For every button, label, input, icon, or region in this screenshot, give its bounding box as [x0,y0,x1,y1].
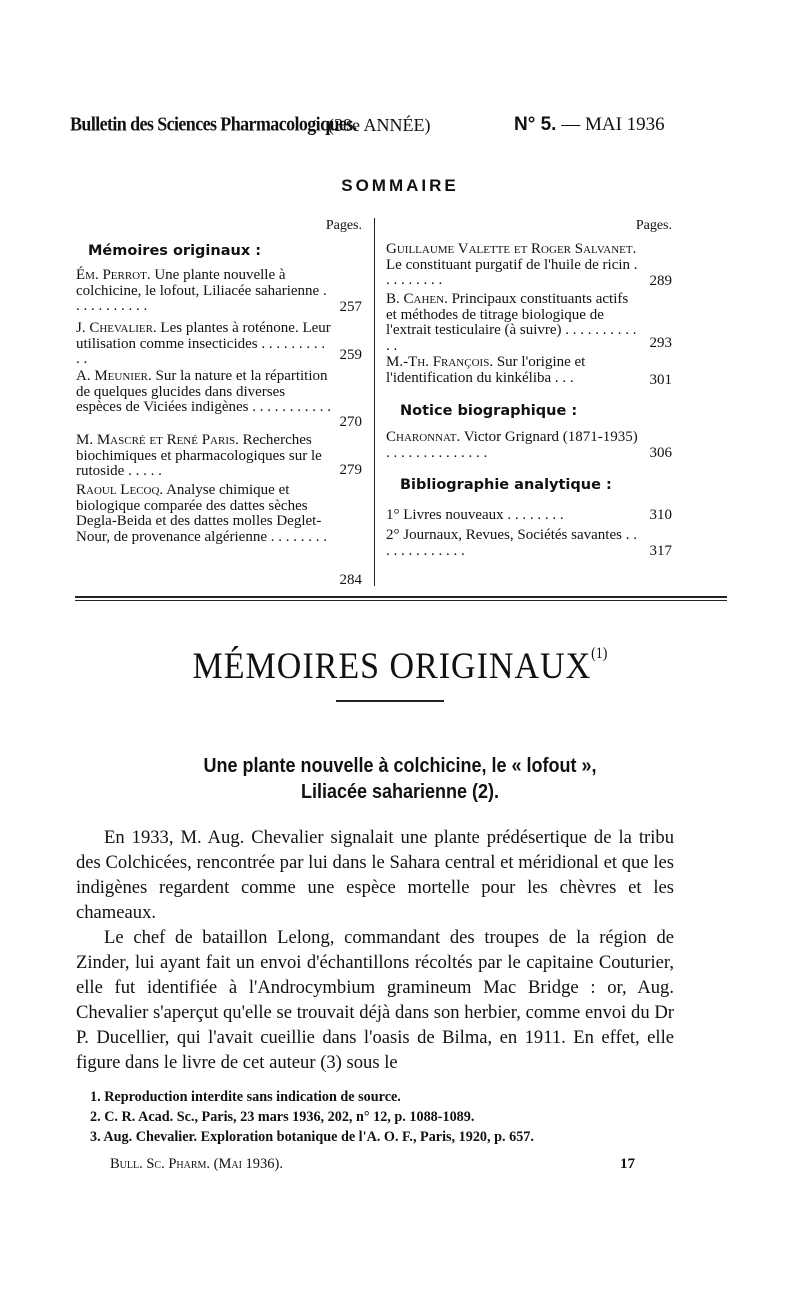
separator-rule [75,600,727,601]
toc-author: M.-Th. François [386,354,490,370]
toc-text: . Sur l'origine et l'identification du kinkéliba . . . [386,354,586,386]
issue-date [514,114,665,136]
paragraph: Le chef de bataillon Lelong, commandant des troupes de la région de Zinder, lui ayant fait un envoi d'échantillons récoltés par le capitaine Couturier, elle fut identifiée à l'Androcymbium gramineum Mac Bridge : or, Aug. Chevalier s'aperçut qu'elle se trouvait déjà dans son herbier, comme envoi du Dr P. Ducellier, qui l'avait cueillie dans l'oasis de Bilma, en 1911. En effet, elle figure dans le livre de cet auteur (3) sous le [76,927,674,1073]
toc-page: 310 [649,507,672,523]
toc-author: Guillaume Valette et Roger Salvanet [386,241,633,257]
footnote: 2. C. R. Acad. Sc., Paris, 23 mars 1936, 202, n° 12, p. 1088-1089. [90,1109,475,1125]
toc-page: 259 [339,347,362,363]
article-body [76,825,674,1075]
toc-entry[interactable] [386,292,638,354]
toc-author: J. Chevalier [76,320,153,336]
toc-text: . Les plantes à roténone. Leur utilisation comme insecticides . . . . . . . . . . . [76,320,331,368]
main-title-footnote-ref: (1) [591,646,608,663]
toc-page: 301 [649,372,672,388]
toc-author: Ém. Perrot [76,267,147,283]
sommaire-heading: SOMMAIRE [341,176,459,195]
toc-page: 284 [339,572,362,588]
toc-page: 270 [339,414,362,430]
toc-text: . Principaux constituants actifs et méthodes de titrage biologique de l'extrait testiculaire (à suivre) . . . . . . . . . . . . [386,291,637,354]
toc-text: 2° Journaux, Revues, Sociétés savantes . . . . . . . . . . . . . [386,527,637,559]
toc-page: 289 [649,273,672,289]
article-title-line2: Liliacée saharienne (2). [300,781,500,803]
toc-author: M. Mascré et René Paris [76,432,236,448]
toc-text: . Analyse chimique et biologique comparée des dattes sèches Degla-Beida et des dattes molles Deglet-Nour, de provenance algérienne . . . . . . . . [76,482,327,545]
toc-entry[interactable] [386,528,638,559]
section-notice: Notice biographique : [400,403,578,419]
main-title [0,646,800,688]
toc-page: 279 [339,462,362,478]
toc-author: Charonnat [386,429,457,445]
toc-page: 306 [649,445,672,461]
toc-entry[interactable] [386,355,638,386]
toc-page: 257 [339,299,362,315]
pages-label-right: Pages. [635,218,672,233]
toc-text: 1° Livres nouveaux . . . . . . . . [386,507,564,523]
toc-page: 317 [649,543,672,559]
footnote: 3. Aug. Chevalier. Exploration botanique de l'A. O. F., Paris, 1920, p. 657. [90,1129,534,1145]
column-divider [374,218,375,586]
toc-entry[interactable] [76,321,332,368]
toc-entry[interactable] [76,369,332,416]
pages-label-left: Pages. [325,218,362,233]
page-number: 17 [620,1156,635,1172]
article-title-line1: Une plante nouvelle à colchicine, le « lofout », [203,755,597,777]
section-bibliographie: Bibliographie analytique : [400,477,612,493]
toc-text: . Une plante nouvelle à colchicine, le lofout, Liliacée saharienne . . . . . . . . . . . [76,267,327,315]
toc-entry[interactable] [76,268,332,315]
issue-number: N° 5. [514,114,557,135]
section-memoires: Mémoires originaux : [88,243,262,259]
title-underline [336,700,444,702]
toc-entry[interactable] [76,483,332,545]
toc-page: 293 [649,335,672,351]
toc-entry[interactable] [386,430,638,461]
footnote: 1. Reproduction interdite sans indication de source. [90,1089,401,1105]
footer-citation: Bull. Sc. Pharm. (Mai 1936). [110,1156,284,1172]
journal-year: (38e ANNÉE) [328,115,431,135]
toc-text: . Le constituant purgatif de l'huile de ricin . . . . . . . . . [386,241,638,289]
journal-title: Bulletin des Sciences Pharmacologiques. [70,112,357,135]
issue-month: — MAI 1936 [561,114,665,135]
toc-author: B. Cahen [386,291,445,307]
toc-entry[interactable] [76,433,332,480]
toc-author: Raoul Lecoq [76,482,160,498]
article-title [40,753,760,805]
toc-entry[interactable] [386,508,638,524]
toc-text: . Sur la nature et la répartition de quelques glucides dans diverses espèces de Viciées indigènes . . . . . . . . . . . [76,368,332,416]
paragraph: En 1933, M. Aug. Chevalier signalait une plante prédésertique de la tribu des Colchicées, rencontrée par lui dans le Sahara central et méridional et que les indigènes regardent comme une espèce mortelle pour les chèvres et les chameaux. [76,827,674,923]
toc-text: . Recherches biochimiques et pharmacologiques sur le rutoside . . . . . [76,432,322,480]
toc-entry[interactable] [386,242,638,289]
separator-rule [75,596,727,598]
footnotes [90,1087,690,1147]
toc-text: . Victor Grignard (1871-1935) . . . . . . . . . . . . . . [386,429,638,461]
toc-author: A. Meunier [76,368,148,384]
main-title-text: MÉMOIRES ORIGINAUX [192,646,592,687]
